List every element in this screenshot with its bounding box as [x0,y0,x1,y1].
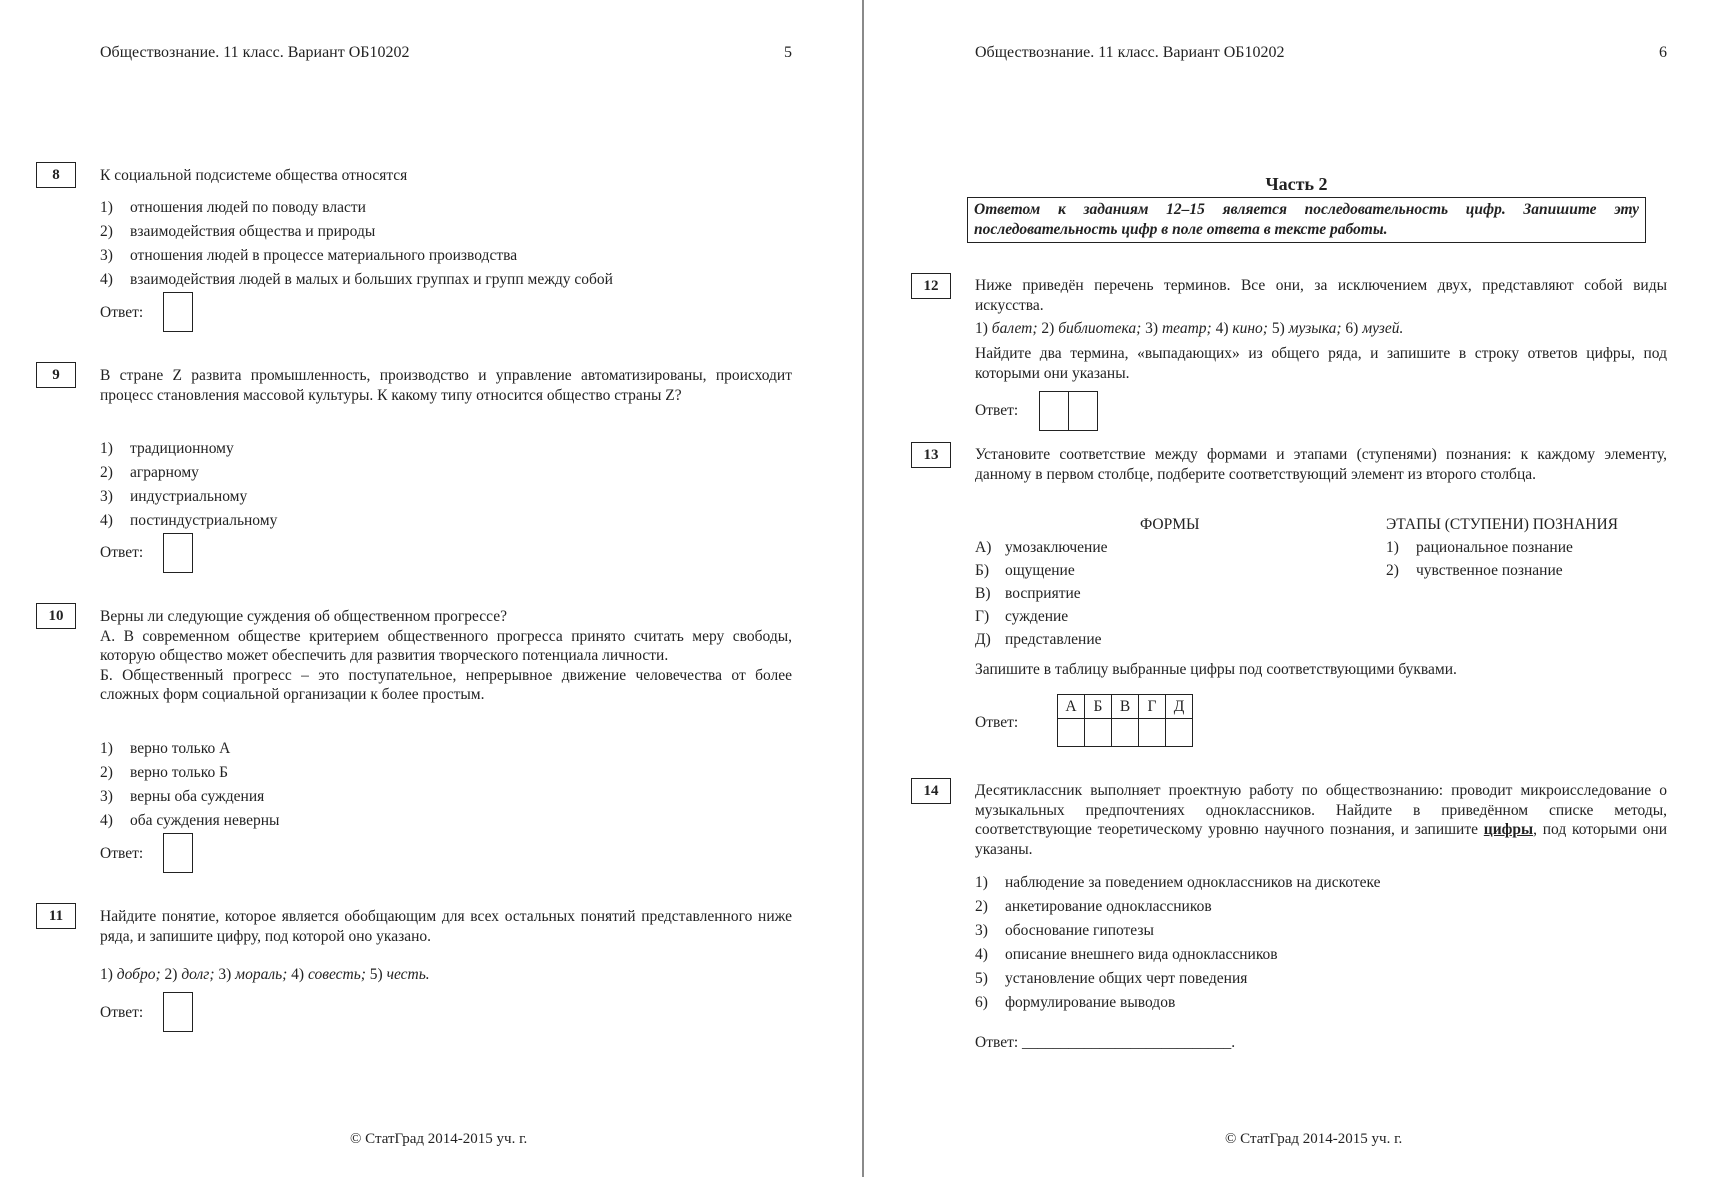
question-11-text: Найдите понятие, которое является обобщающим для всех остальных понятий представленного ниже ряда, и запишите цифру, под которой оно указано. [100,908,792,945]
table-letter: Д [1166,695,1193,719]
answer-cell[interactable] [1085,719,1112,747]
answer-box-12-cell-2[interactable] [1068,391,1098,431]
answer-box-10[interactable] [163,833,193,873]
question-8-option: 3) отношения людей в процессе материального производства [100,247,518,264]
question-13-text: Установите соответствие между формами и этапами (ступенями) познания: к каждому элементу, данному в первом столбце, подберите соответствующий элемент из второго столбца. [975,446,1667,483]
question-14-option: 5) установление общих черт поведения [975,970,1248,987]
answer-box-11[interactable] [163,992,193,1032]
forms-column-header: ФОРМЫ [1140,516,1200,533]
stages-column-header: ЭТАПЫ (СТУПЕНИ) ПОЗНАНИЯ [1386,516,1619,533]
question-number-14: 14 [911,778,951,804]
answer-label: Ответ: [100,1004,144,1021]
answer-box-8[interactable] [163,292,193,332]
question-8-option: 2) взаимодействия общества и природы [100,223,376,240]
left-page [0,0,862,1177]
answer-cell[interactable] [1166,719,1193,747]
page-header-title: Обществознание. 11 класс. Вариант ОБ10202 [975,44,1285,61]
answer-box-12-cell-1[interactable] [1039,391,1069,431]
table-letter: Г [1139,695,1166,719]
answer-label: Ответ: [975,714,1019,731]
question-12-text: Ниже приведён перечень терминов. Все они, за исключением двух, представляют собой виды искусства. [975,277,1667,314]
form-item: В) восприятие [975,585,1081,602]
question-8-text: К социальной подсистеме общества относятся [100,167,408,184]
question-number-12: 12 [911,273,951,299]
answer-cell[interactable] [1058,719,1085,747]
question-9-option: 2) аграрному [100,464,199,481]
question-14-option: 2) анкетирование одноклассников [975,898,1212,915]
answer-label: Ответ: [975,402,1019,419]
answer-label: Ответ: [100,845,144,862]
emphasis-digits: цифры [1483,821,1534,838]
question-14-text: Десятиклассник выполняет проектную работу по обществознанию: проводит микроисследование о музыкальных предпочтениях одноклассников. Найдите в приведённом списке методы, соответствующие теоретическому уровню научного познания, и запишите цифры, под которыми они указаны. [975,782,1667,858]
right-page [864,0,1729,1177]
page-footer: © СтатГрад 2014-2015 уч. г. [1225,1131,1403,1147]
question-10-option: 4) оба суждения неверны [100,812,280,829]
answer-label: Ответ: ___________________________. [975,1034,1236,1051]
page-number: 5 [784,44,792,61]
question-12-term-list: 1) балет; 2) библиотека; 3) театр; 4) кино; 5) музыка; 6) музей. [975,320,1404,337]
question-number-9: 9 [36,362,76,388]
question-11-term-list: 1) добро; 2) долг; 3) мораль; 4) совесть; 5) честь. [100,966,430,983]
part-2-instruction: Ответом к заданиям 12–15 является последовательность цифр. Запишите эту последовательность цифр в поле ответа в тексте работы. [967,197,1646,243]
page-footer: © СтатГрад 2014-2015 уч. г. [350,1131,528,1147]
question-14-option: 3) обоснование гипотезы [975,922,1154,939]
table-letter: Б [1085,695,1112,719]
question-12-instruction: Найдите два термина, «выпадающих» из общего ряда, и запишите в строку ответов цифры, под которыми они указаны. [975,345,1667,382]
question-13-table-note: Запишите в таблицу выбранные цифры под соответствующими буквами. [975,661,1457,678]
answer-line-14[interactable]: ___________________________. [1022,1034,1236,1051]
answer-cell[interactable] [1112,719,1139,747]
form-item: Б) ощущение [975,562,1075,579]
answer-cell[interactable] [1139,719,1166,747]
question-10-option: 1) верно только А [100,740,231,757]
answer-table-13 [1057,694,1193,747]
question-14-option: 1) наблюдение за поведением одноклассников на дискотеке [975,874,1381,891]
table-letter: А [1058,695,1085,719]
question-14-option: 6) формулирование выводов [975,994,1176,1011]
answer-label: Ответ: [100,304,144,321]
question-14-option: 4) описание внешнего вида одноклассников [975,946,1278,963]
stage-item: 1) рациональное познание [1386,539,1573,556]
form-item: Г) суждение [975,608,1069,625]
question-8-option: 1) отношения людей по поводу власти [100,199,366,216]
page-header-title: Обществознание. 11 класс. Вариант ОБ10202 [100,44,410,61]
question-10-option: 3) верны оба суждения [100,788,265,805]
form-item: А) умозаключение [975,539,1108,556]
question-number-10: 10 [36,603,76,629]
question-10-text: Верны ли следующие суждения об общественном прогрессе? А. В современном обществе критерием общественного прогресса принято считать меру свободы, которую общество может обеспечить для развития творческого потенциала личности. Б. Общественный прогресс – это поступательное, непрерывное движение человечества от более сложных форм социальной организации к более простым. [100,608,792,703]
table-letter: В [1112,695,1139,719]
question-9-option: 3) индустриальному [100,488,248,505]
question-9-text: В стране Z развита промышленность, производство и управление автоматизированы, происходит процесс становления массовой культуры. К какому типу относится общество страны Z? [100,367,792,404]
page-number: 6 [1659,44,1667,61]
question-number-11: 11 [36,903,76,929]
part-2-title: Часть 2 [1265,174,1328,194]
question-9-option: 4) постиндустриальному [100,512,278,529]
form-item: Д) представление [975,631,1102,648]
question-9-option: 1) традиционному [100,440,234,457]
answer-box-9[interactable] [163,533,193,573]
stage-item: 2) чувственное познание [1386,562,1563,579]
question-10-option: 2) верно только Б [100,764,228,781]
answer-label: Ответ: [100,544,144,561]
question-8-option: 4) взаимодействия людей в малых и больших группах и групп между собой [100,271,613,288]
question-number-8: 8 [36,162,76,188]
question-number-13: 13 [911,442,951,468]
